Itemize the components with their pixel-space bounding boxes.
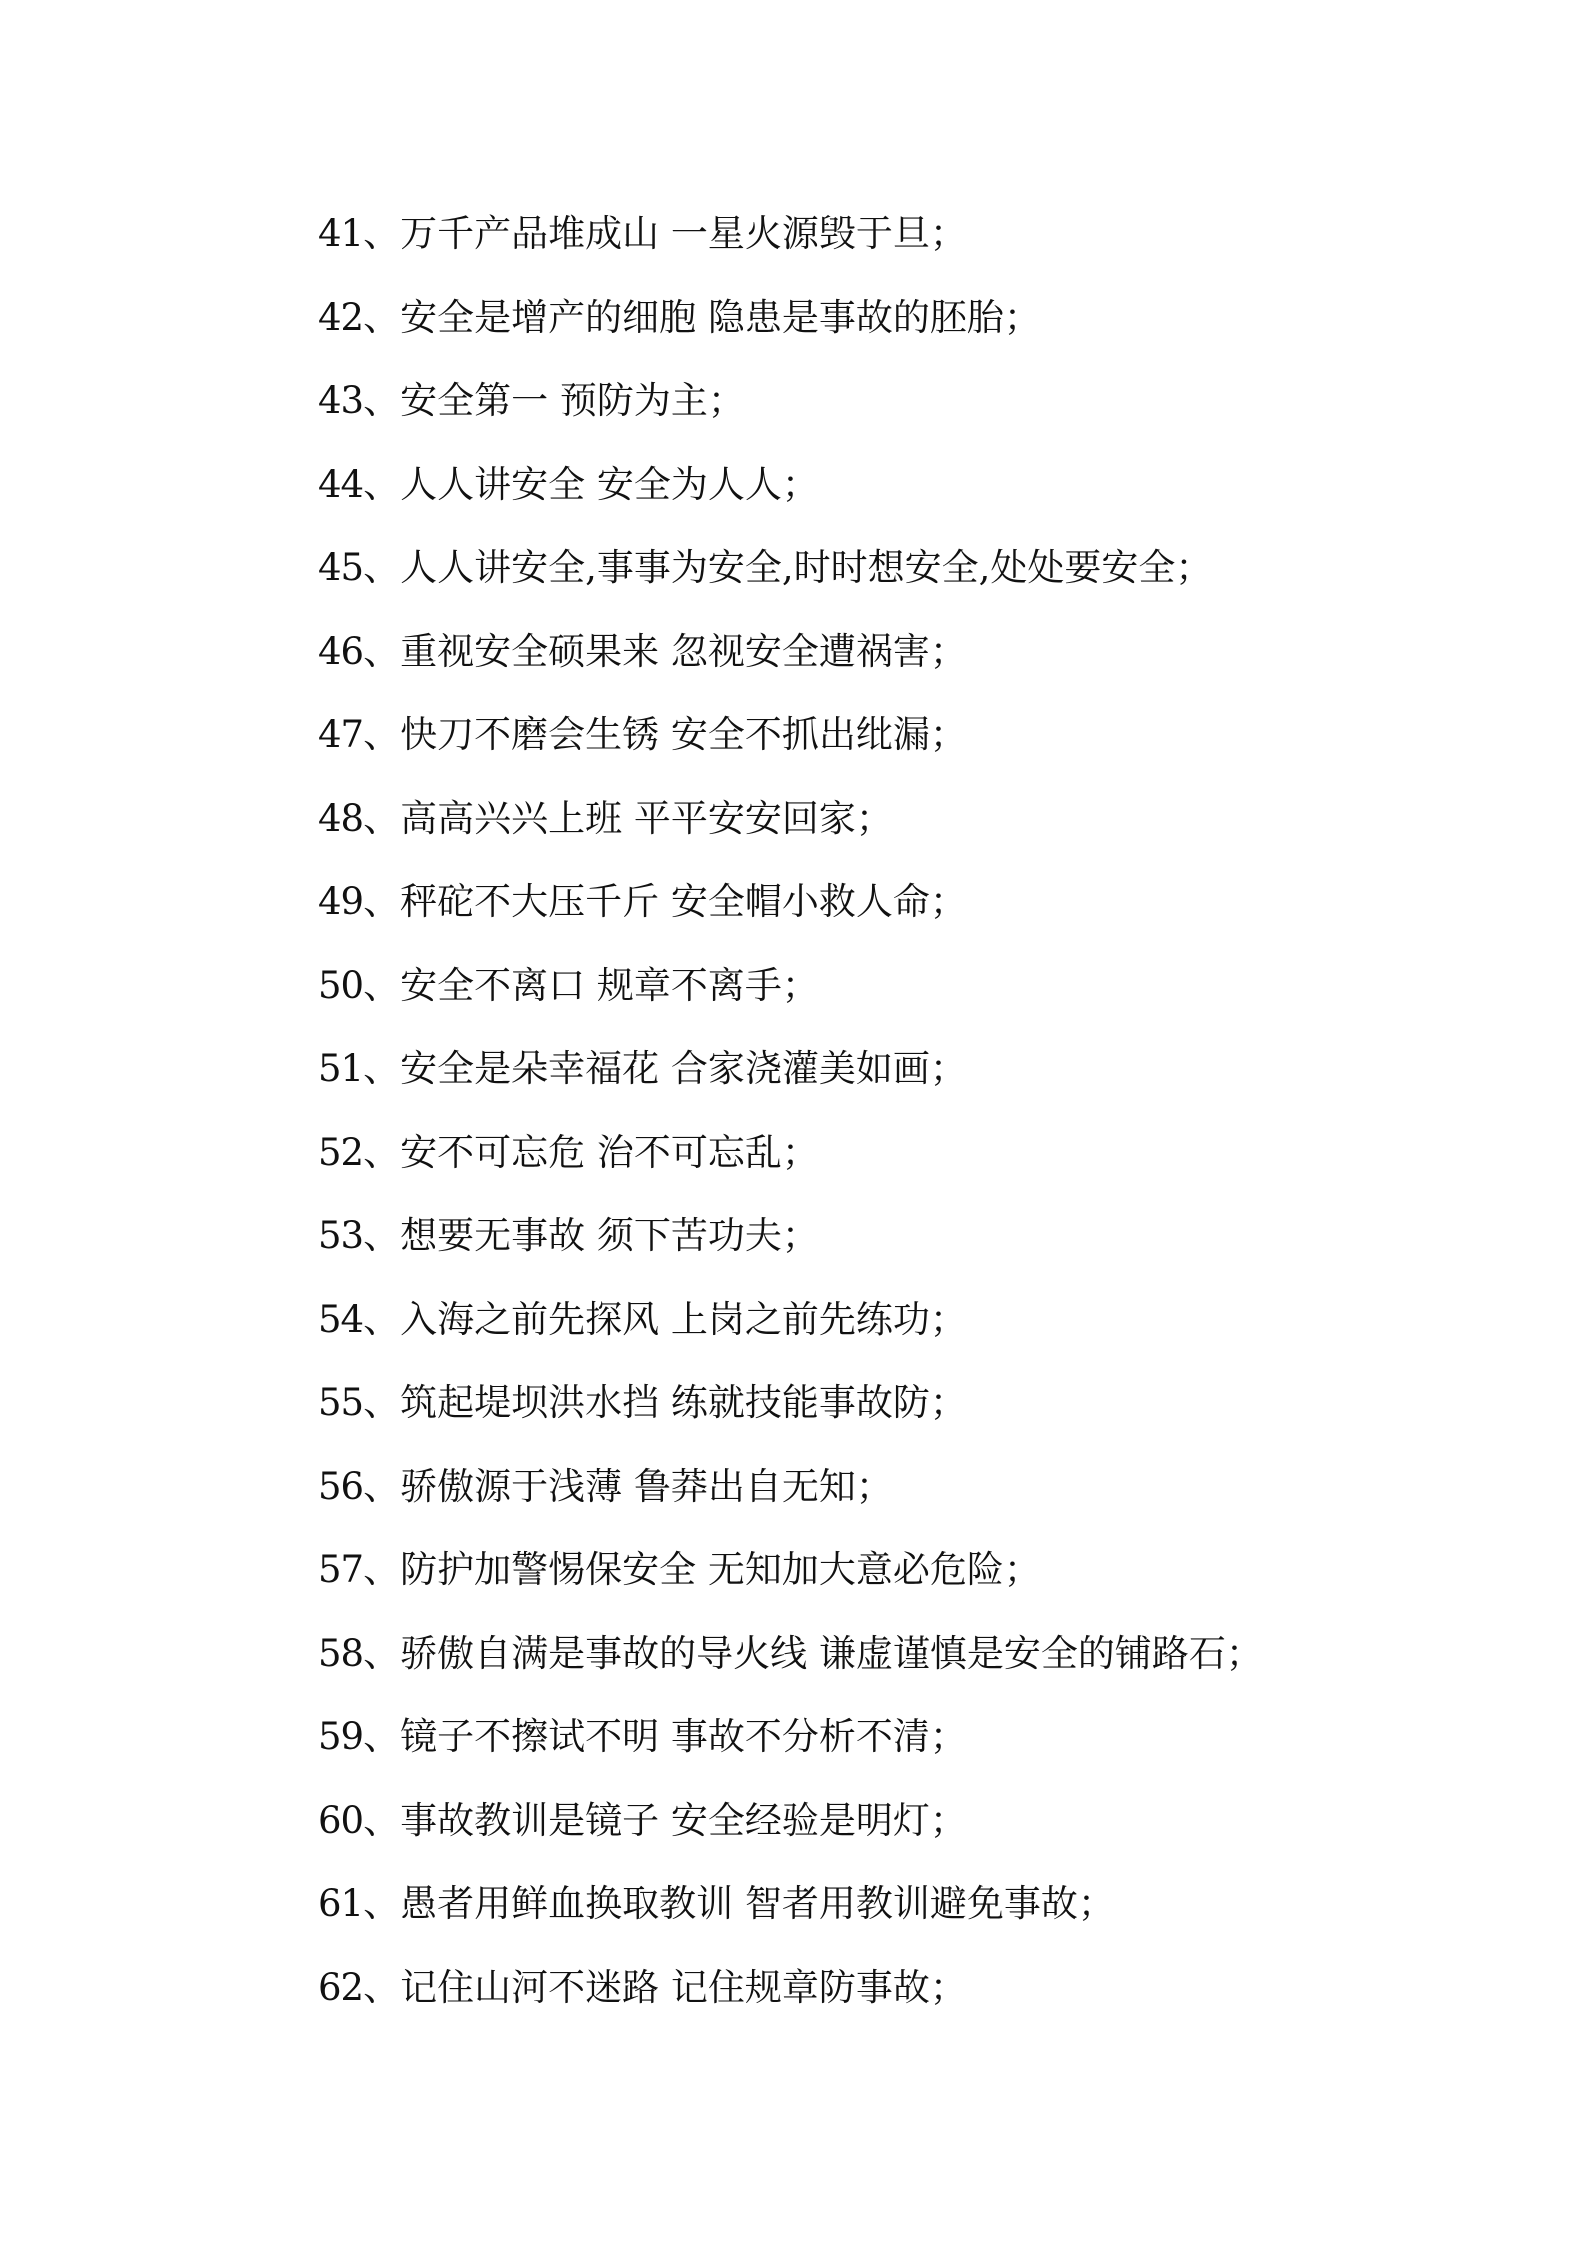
list-item	[318, 622, 1263, 706]
list-item	[318, 1958, 1263, 2042]
item-number: 43	[318, 379, 364, 422]
list-item	[318, 204, 1263, 288]
item-text: 、安全是增产的细胞 隐患是事故的胚胎；	[363, 295, 1041, 339]
item-text: 、记住山河不迷路 记住规章防事故；	[363, 1965, 967, 2009]
list-item	[318, 1707, 1263, 1791]
item-text: 、安全第一 预防为主；	[363, 379, 745, 422]
item-text: 、骄傲自满是事故的导火线 谦虚谨慎是安全的铺路石；	[363, 1631, 1263, 1675]
list-item	[318, 789, 1263, 873]
list-item	[318, 538, 1263, 622]
item-number: 44	[318, 462, 364, 506]
item-text: 、想要无事故 须下苦功夫；	[363, 1214, 819, 1257]
item-text: 、安不可忘危 治不可忘乱；	[363, 1130, 819, 1174]
item-text: 、秤砣不大压千斤 安全帽小救人命；	[363, 880, 967, 923]
item-text: 、重视安全硕果来 忽视安全遭祸害；	[363, 629, 967, 673]
item-text: 、万千产品堆成山 一星火源毁于旦；	[363, 212, 967, 255]
item-text: 、愚者用鲜血换取教训 智者用教训避免事故；	[363, 1882, 1115, 1925]
item-number: 41	[318, 212, 364, 255]
list-item	[318, 1540, 1263, 1624]
item-text: 、镜子不擦试不明 事故不分析不清；	[363, 1715, 967, 1758]
item-number: 50	[318, 963, 364, 1007]
list-item	[318, 1624, 1263, 1708]
item-number: 55	[318, 1381, 364, 1424]
list-item	[318, 455, 1263, 539]
item-text: 、人人讲安全 安全为人人；	[363, 462, 819, 506]
item-number: 58	[318, 1631, 364, 1675]
item-text: 、骄傲源于浅薄 鲁莽出自无知；	[363, 1464, 893, 1508]
item-number: 47	[318, 713, 364, 756]
list-item	[318, 1123, 1263, 1207]
list-item	[318, 1457, 1263, 1541]
item-text: 、筑起堤坝洪水挡 练就技能事故防；	[363, 1381, 967, 1424]
item-number: 42	[318, 295, 364, 339]
list-item	[318, 288, 1263, 372]
item-number: 48	[318, 796, 364, 840]
list-item	[318, 1874, 1263, 1958]
item-number: 52	[318, 1130, 364, 1174]
item-text: 、高高兴兴上班 平平安安回家；	[363, 796, 893, 840]
list-item	[318, 956, 1263, 1040]
list-item	[318, 1290, 1263, 1374]
item-number: 61	[318, 1882, 364, 1925]
item-text: 、事故教训是镜子 安全经验是明灯；	[363, 1798, 967, 1842]
item-number: 54	[318, 1297, 364, 1341]
list-item	[318, 1791, 1263, 1875]
slogan-list	[318, 204, 1263, 2041]
item-number: 51	[318, 1047, 364, 1090]
item-text: 、防护加警惕保安全 无知加大意必危险；	[363, 1548, 1041, 1591]
item-text: 、人人讲安全,事事为安全,时时想安全,处处要安全；	[363, 546, 1213, 589]
item-number: 45	[318, 546, 364, 589]
item-text: 、安全是朵幸福花 合家浇灌美如画；	[363, 1047, 967, 1090]
item-number: 46	[318, 629, 364, 673]
list-item	[318, 371, 1263, 455]
item-text: 、安全不离口 规章不离手；	[363, 963, 819, 1007]
item-number: 49	[318, 880, 364, 923]
list-item	[318, 1206, 1263, 1290]
item-number: 60	[318, 1798, 364, 1842]
list-item	[318, 872, 1263, 956]
item-number: 56	[318, 1464, 364, 1508]
item-number: 62	[318, 1965, 364, 2009]
list-item	[318, 1039, 1263, 1123]
list-item	[318, 1373, 1263, 1457]
item-number: 59	[318, 1715, 364, 1758]
list-item	[318, 705, 1263, 789]
item-number: 57	[318, 1548, 364, 1591]
item-text: 、快刀不磨会生锈 安全不抓出纰漏；	[363, 713, 967, 756]
item-number: 53	[318, 1214, 364, 1257]
item-text: 、入海之前先探风 上岗之前先练功；	[363, 1297, 967, 1341]
